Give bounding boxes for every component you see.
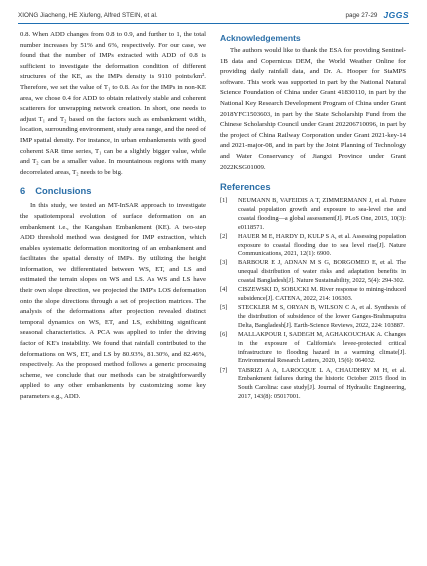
conclusions-paragraph: In this study, we tested an MT-InSAR approach to investigate the spatiotemporal evolution of surface deformation on an embankment i.e., the Kangshan Embankment (KE). A two-step ADD threshold method was designed for IMP extraction, which enables systematic deformation monitoring of an embankment and facilitates the spatial density of IMPs. By utilizing the height information, we differentiated between WS, ET, and LS and estimated the terrain slopes on WS and LS. As WS and LS have their own slope direction, we projected the IMP's LOS deformation onto the slope directions through a set of projection matrices. The analysis of the deformations after projection revealed distinct temporal dynamics on WS, ET, and LS, exhibiting significant seasonal characteristics. A PCA was applied to infer the driving factor of KE's instability. We found that rainfall contributed to the deformations on WS, ET, and LS by 80.93%, 81.30%, and 82.46%, respectively. As the proposed method follows a generic processing scheme, we conclude that our methods can be straightforwardly applied to any other embankments by customizing some key parameters e.g., ADD.: [20, 202, 206, 400]
reference-item: [220, 233, 406, 259]
acknowledgements-heading: Acknowledgements: [220, 33, 301, 43]
reference-number: [6]: [220, 331, 228, 339]
reference-text: STECKLER M S, ORYAN B, WILSON C A, et al. Synthesis of the distribution of subsidence of the lower Ganges-Brahmaputra Delta, Bangladesh[J]. Earth-Science Reviews, 2022, 224: 103887.: [238, 304, 406, 329]
reference-item: [220, 259, 406, 285]
reference-text: BARBOUR E J, ADNAN M S G, BORGOMEO E, et al. The unequal distribution of water risks and adaptation benefits in coastal Bangladesh[J]. Nature Sustainability, 2022, 5(4): 294-302.: [238, 259, 406, 285]
references-heading: References: [220, 181, 271, 193]
reference-number: [4]: [220, 286, 228, 294]
reference-item: [220, 286, 406, 304]
reference-item: [220, 367, 406, 402]
reference-item: [220, 197, 406, 232]
running-header: [18, 8, 409, 22]
reference-text: CISZEWSKI D, SOBUCKI M. River response to mining-induced subsidence[J]. CATENA, 2022, 214: 106303.: [238, 286, 406, 303]
right-column: [220, 30, 406, 402]
section-heading: [20, 181, 206, 201]
journal-logo: JGGS: [383, 10, 409, 20]
reference-text: MALLAKPOUR I, SADEGH M, AGHAKOUCHAK A. Changes in the exposure of California's levee-protected critical infrastructure to flooding hazard in a warming climate[J]. Environmental Research Letters, 2020, 15(6): 064032.: [238, 331, 406, 365]
reference-number: [7]: [220, 366, 228, 374]
section-number: 6: [20, 185, 26, 197]
header-authors: XIONG Jiacheng, HE Xiufeng, Alfred STEIN, et al.: [18, 11, 158, 19]
section-title: Conclusions: [35, 185, 92, 197]
reference-number: [5]: [220, 304, 228, 312]
reference-list: [220, 197, 406, 402]
header-rule: [18, 23, 409, 24]
acknowledgements-paragraph: The authors would like to thank the ESA for providing Sentinel-1B data and Copernicus DEM, the World Weather Online for providing daily rainfall data, and Dr. A. Hooper for StaMPS software. This work was supported in part by the National Natural Science Foundation of China under Grant 41830110, in part by the National Key Research Development Program of China under Grant 2018YFC1503603, in part by the State Scholarship Fund from the Chinese Scholarship Council under Grant 202206710096, in part by the project of China Railway Corporation under Grant 2021-key-14 and 2021-major-08, and in part by the Joint Planning of Technology and Water Conservancy of Jiangxi Province under Grant 2022KSG01009.: [220, 47, 406, 171]
reference-number: [1]: [220, 197, 228, 205]
reference-item: [220, 304, 406, 330]
reference-number: [3]: [220, 259, 228, 267]
body-paragraph: 0.8. When ADD changes from 0.8 to 0.9, and further to 1, the total number increases by 51% and 6%, respectively. For our case, we found that the number of IMPs extracted with ADD of 0.8 is sufficient to investigate the deformation condition of different structures of the KE, as the IMPs density is 9110 points/km². Therefore, we set the value of T₁ to 0.8. As for the IMPs in non-KE area, we chose 0.4 for ADD to obtain relatively stable and coherent scatterers for unwrapping network creation. In short, one needs to adjust T₁ and T₂ based on the factors such as embankment width, location, surrounding environment, study area range, and the need of IMP spatial density. For instance, in urban embankments with good coherent SAR time series, T₁ can be a slightly bigger value, while and T₂ can be a smaller value. In mountainous regions with many decorrelated areas, T₂ needs to be big.: [20, 31, 206, 176]
reference-text: TABRIZI A A, LAROCQUE L A, CHAUDHRY M H, et al. Embankment failures during the historic October 2015 flood in South Carolina: case study[J]. Journal of Hydraulic Engineering, 2017, 143(8): 05017001.: [238, 366, 406, 400]
reference-text: HAUER M E, HARDY D, KULP S A, et al. Assessing population exposure to coastal flooding due to sea level rise[J]. Nature Communications, 2021, 12(1): 6900.: [238, 232, 406, 258]
left-column: [20, 30, 206, 403]
header-page-label: page 27-29: [345, 11, 378, 19]
reference-item: [220, 331, 406, 366]
reference-text: NEUMANN B, VAFEIDIS A T, ZIMMERMANN J, et al. Future coastal population growth and exposure to sea-level rise and coastal flooding—a global assessment[J]. PLoS One, 2015, 10(3): e0118571.: [238, 197, 406, 231]
reference-number: [2]: [220, 232, 228, 240]
